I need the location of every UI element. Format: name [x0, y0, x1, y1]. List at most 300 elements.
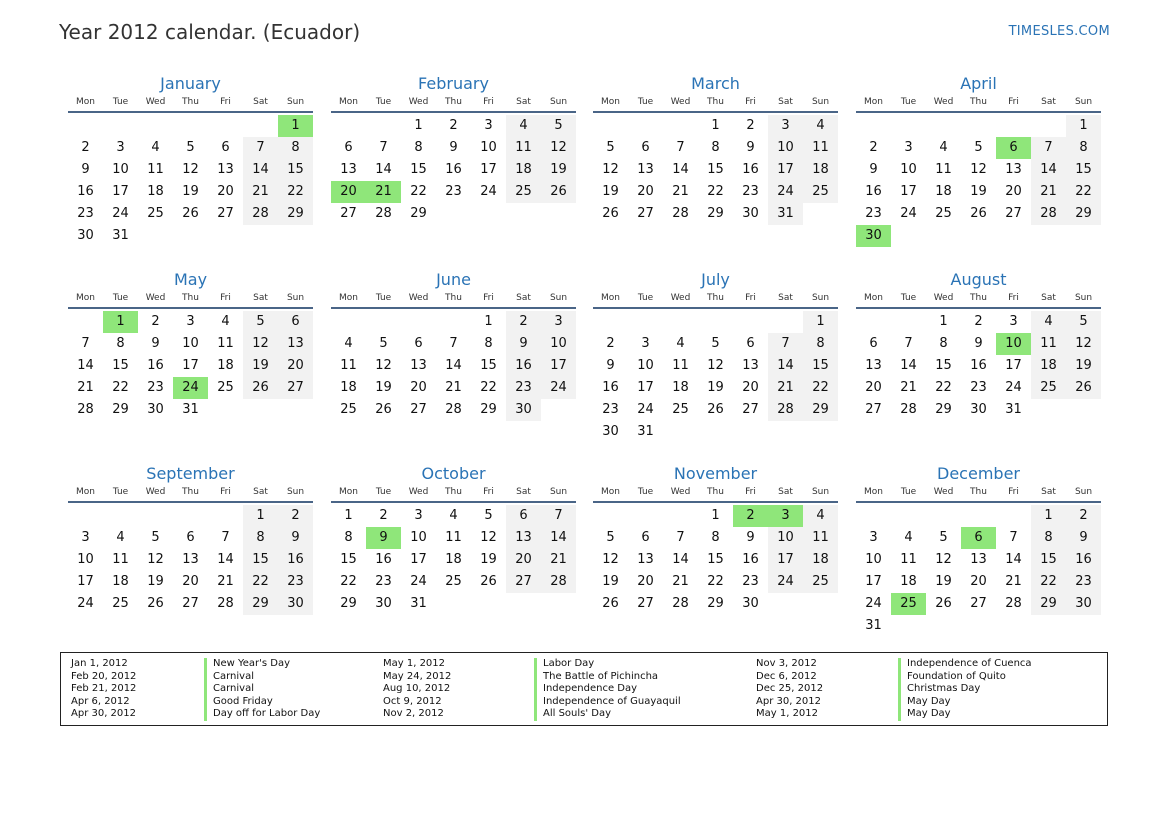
day-cell: 6 — [186, 530, 195, 545]
day-cell: 28 — [445, 402, 462, 417]
day-cell: 7 — [81, 336, 90, 351]
day-cell: 1 — [1031, 505, 1066, 527]
day-cell: 21 — [1005, 574, 1022, 589]
holiday-name: Independence Day — [534, 683, 637, 696]
day-cell: 13 — [637, 552, 654, 567]
weekday-label: Tue — [637, 487, 654, 497]
day-cell: 17 — [900, 184, 917, 199]
day-cell: 1 — [484, 314, 493, 329]
day-cell: 15 — [340, 552, 357, 567]
weekday-label: Wed — [933, 97, 954, 107]
weekday-label: Fri — [1008, 487, 1019, 497]
week-row — [856, 137, 1101, 159]
day-cell: 16 — [1066, 549, 1101, 571]
day-cell: 9 — [81, 162, 90, 177]
day-cell: 15 — [1066, 159, 1101, 181]
day-cell: 4 — [116, 530, 125, 545]
day-cell: 7 — [1009, 530, 1018, 545]
empty-cell — [208, 505, 243, 527]
week-row — [856, 311, 1101, 333]
day-cell: 25 — [1031, 377, 1066, 399]
weekday-label: Mon — [339, 487, 358, 497]
day-cell: 21 — [672, 574, 689, 589]
day-cell: 12 — [970, 162, 987, 177]
empty-cell — [1066, 225, 1101, 247]
weekday-label: Tue — [637, 97, 654, 107]
holiday-date: Apr 6, 2012 — [71, 695, 130, 707]
day-cell: 13 — [1005, 162, 1022, 177]
day-cell: 22 — [410, 184, 427, 199]
day-cell: 23 — [602, 402, 619, 417]
day-cell: 26 — [243, 377, 278, 399]
month-april — [856, 73, 1101, 247]
day-cell: 17 — [768, 549, 803, 571]
empty-cell — [663, 505, 698, 527]
day-cell: 14 — [768, 355, 803, 377]
day-cell: 18 — [803, 159, 838, 181]
weekday-label: Wed — [670, 487, 691, 497]
day-cell: 30 — [147, 402, 164, 417]
empty-cell — [926, 505, 961, 527]
holiday-date: May 1, 2012 — [756, 708, 819, 719]
weekday-label: Wed — [145, 97, 166, 107]
week-row — [331, 593, 576, 615]
day-cell: 21 — [672, 184, 689, 199]
day-cell: 5 — [151, 530, 160, 545]
day-cell: 12 — [541, 137, 576, 159]
holiday-day-cell: 9 — [366, 527, 401, 549]
day-cell: 6 — [869, 336, 878, 351]
weekday-label: Sat — [253, 97, 268, 107]
day-cell: 5 — [186, 140, 195, 155]
day-cell: 7 — [379, 140, 388, 155]
day-cell: 23 — [375, 574, 392, 589]
day-cell: 16 — [375, 552, 392, 567]
day-cell: 14 — [541, 527, 576, 549]
day-cell: 8 — [484, 336, 493, 351]
weekday-label: Sat — [778, 293, 793, 303]
month-august — [856, 269, 1101, 421]
empty-cell — [926, 615, 961, 637]
day-cell: 11 — [340, 358, 357, 373]
day-cell: 4 — [803, 115, 838, 137]
month-name: March — [691, 74, 740, 93]
empty-cell — [856, 115, 891, 137]
empty-cell — [278, 399, 313, 421]
empty-cell — [138, 225, 173, 247]
day-cell: 21 — [445, 380, 462, 395]
day-cell: 30 — [77, 228, 94, 243]
day-cell: 20 — [182, 574, 199, 589]
weekday-label: Sat — [1041, 293, 1056, 303]
week-row — [593, 421, 838, 443]
weekday-label: Mon — [601, 487, 620, 497]
day-cell: 6 — [506, 505, 541, 527]
day-cell: 26 — [970, 206, 987, 221]
day-cell: 6 — [641, 530, 650, 545]
weekday-label: Tue — [900, 293, 917, 303]
weekday-label: Sun — [549, 487, 568, 497]
day-cell: 10 — [541, 333, 576, 355]
week-row — [856, 527, 1101, 549]
empty-cell — [768, 421, 803, 443]
day-cell: 26 — [182, 206, 199, 221]
day-cell: 10 — [182, 336, 199, 351]
day-cell: 2 — [974, 314, 983, 329]
day-cell: 12 — [182, 162, 199, 177]
week-row — [593, 505, 838, 527]
weekday-label: Sat — [778, 97, 793, 107]
day-cell: 4 — [904, 530, 913, 545]
month-january — [68, 73, 313, 247]
weekday-label: Sat — [516, 97, 531, 107]
day-cell: 18 — [112, 574, 129, 589]
empty-cell — [926, 115, 961, 137]
day-cell: 4 — [676, 336, 685, 351]
day-cell: 19 — [1066, 355, 1101, 377]
day-cell: 29 — [410, 206, 427, 221]
weekday-label: Mon — [601, 293, 620, 303]
day-cell: 6 — [221, 140, 230, 155]
day-cell: 14 — [900, 358, 917, 373]
day-cell: 14 — [375, 162, 392, 177]
day-cell: 24 — [1005, 380, 1022, 395]
empty-cell — [926, 225, 961, 247]
empty-cell — [803, 203, 838, 225]
holiday-name: Independence of Cuenca — [898, 658, 1032, 671]
day-cell: 9 — [746, 530, 755, 545]
day-cell: 20 — [506, 549, 541, 571]
month-name: April — [960, 74, 997, 93]
day-cell: 29 — [340, 596, 357, 611]
holiday-day-cell: 6 — [996, 137, 1031, 159]
day-cell: 19 — [602, 574, 619, 589]
day-cell: 8 — [1031, 527, 1066, 549]
day-cell: 12 — [375, 358, 392, 373]
day-cell: 18 — [340, 380, 357, 395]
weekday-label: Fri — [1008, 293, 1019, 303]
day-cell: 1 — [939, 314, 948, 329]
day-cell: 24 — [637, 402, 654, 417]
weekday-label: Mon — [601, 97, 620, 107]
day-cell: 15 — [243, 549, 278, 571]
holiday-day-cell: 1 — [278, 115, 313, 137]
day-cell: 12 — [935, 552, 952, 567]
week-row — [593, 333, 838, 355]
day-cell: 19 — [243, 355, 278, 377]
day-cell: 8 — [116, 336, 125, 351]
day-cell: 5 — [484, 508, 493, 523]
day-cell: 3 — [186, 314, 195, 329]
day-cell: 26 — [602, 596, 619, 611]
weekday-label: Sun — [1074, 97, 1093, 107]
day-cell: 31 — [410, 596, 427, 611]
empty-cell — [1031, 115, 1066, 137]
day-cell: 7 — [768, 333, 803, 355]
week-row — [593, 181, 838, 203]
weekday-label: Thu — [970, 97, 987, 107]
empty-cell — [173, 115, 208, 137]
empty-cell — [138, 115, 173, 137]
month-june — [331, 269, 576, 421]
day-cell: 2 — [379, 508, 388, 523]
day-cell: 3 — [81, 530, 90, 545]
month-february — [331, 73, 576, 225]
day-cell: 27 — [217, 206, 234, 221]
day-cell: 14 — [672, 552, 689, 567]
day-cell: 23 — [77, 206, 94, 221]
day-cell: 21 — [900, 380, 917, 395]
day-cell: 21 — [243, 181, 278, 203]
day-cell: 28 — [768, 399, 803, 421]
day-cell: 24 — [768, 181, 803, 203]
weekday-label: Thu — [970, 487, 987, 497]
day-cell: 5 — [606, 530, 615, 545]
weekday-label: Sun — [1074, 293, 1093, 303]
holiday-date: Aug 10, 2012 — [383, 683, 451, 694]
week-row — [68, 225, 313, 247]
day-cell: 24 — [77, 596, 94, 611]
empty-cell — [103, 505, 138, 527]
day-cell: 12 — [707, 358, 724, 373]
day-cell: 26 — [935, 596, 952, 611]
empty-cell — [961, 615, 996, 637]
day-cell: 1 — [344, 508, 353, 523]
empty-cell — [628, 505, 663, 527]
day-cell: 1 — [1066, 115, 1101, 137]
weekday-header — [856, 293, 1101, 309]
empty-cell — [996, 615, 1031, 637]
empty-cell — [1031, 399, 1066, 421]
holiday-date: Dec 6, 2012 — [756, 670, 817, 682]
empty-cell — [663, 421, 698, 443]
month-name: July — [701, 270, 730, 289]
empty-cell — [471, 203, 506, 225]
weekday-label: Thu — [182, 487, 199, 497]
weekday-label: Thu — [707, 97, 724, 107]
holiday-day-cell: 3 — [768, 505, 803, 527]
week-row — [593, 571, 838, 593]
holiday-date: Dec 25, 2012 — [756, 683, 824, 694]
weekday-label: Fri — [745, 487, 756, 497]
day-cell: 11 — [803, 137, 838, 159]
empty-cell — [278, 225, 313, 247]
week-row — [331, 527, 576, 549]
day-cell: 10 — [480, 140, 497, 155]
day-cell: 2 — [1066, 505, 1101, 527]
holiday-day-cell: 30 — [856, 225, 891, 247]
empty-cell — [663, 311, 698, 333]
day-cell: 18 — [935, 184, 952, 199]
day-cell: 30 — [742, 596, 759, 611]
day-cell: 16 — [278, 549, 313, 571]
day-cell: 20 — [278, 355, 313, 377]
day-cell: 14 — [672, 162, 689, 177]
week-row — [331, 505, 576, 527]
day-cell: 5 — [1066, 311, 1101, 333]
weekday-label: Tue — [112, 293, 129, 303]
empty-cell — [541, 399, 576, 421]
empty-cell — [1031, 225, 1066, 247]
day-cell: 19 — [375, 380, 392, 395]
day-cell: 4 — [939, 140, 948, 155]
weekday-label: Sun — [1074, 487, 1093, 497]
day-cell: 2 — [606, 336, 615, 351]
empty-cell — [366, 311, 401, 333]
empty-cell — [996, 505, 1031, 527]
holiday-day-cell: 24 — [173, 377, 208, 399]
week-row — [593, 527, 838, 549]
weekday-label: Fri — [483, 487, 494, 497]
weekday-header — [593, 293, 838, 309]
empty-cell — [331, 311, 366, 333]
day-cell: 22 — [1066, 181, 1101, 203]
weekday-label: Sat — [516, 293, 531, 303]
weekday-header — [856, 97, 1101, 113]
day-cell: 13 — [182, 552, 199, 567]
day-cell: 15 — [803, 355, 838, 377]
weekday-header — [331, 97, 576, 113]
day-cell: 11 — [900, 552, 917, 567]
week-row — [593, 355, 838, 377]
day-cell: 11 — [147, 162, 164, 177]
holiday-name: Labor Day — [534, 658, 594, 671]
week-row — [68, 593, 313, 615]
week-row — [856, 181, 1101, 203]
day-cell: 21 — [768, 377, 803, 399]
day-cell: 3 — [484, 118, 493, 133]
day-cell: 15 — [935, 358, 952, 373]
day-cell: 24 — [768, 571, 803, 593]
empty-cell — [436, 311, 471, 333]
day-cell: 31 — [1005, 402, 1022, 417]
day-cell: 18 — [900, 574, 917, 589]
holiday-name: Good Friday — [204, 696, 273, 709]
day-cell: 9 — [151, 336, 160, 351]
week-row — [856, 203, 1101, 225]
day-cell: 8 — [711, 140, 720, 155]
day-cell: 9 — [746, 140, 755, 155]
weekday-label: Sun — [286, 293, 305, 303]
day-cell: 17 — [410, 552, 427, 567]
day-cell: 4 — [1031, 311, 1066, 333]
week-row — [331, 115, 576, 137]
week-row — [331, 399, 576, 421]
month-march — [593, 73, 838, 225]
weekday-label: Thu — [445, 487, 462, 497]
holiday-date: Feb 21, 2012 — [71, 683, 137, 694]
day-cell: 29 — [480, 402, 497, 417]
day-cell: 22 — [278, 181, 313, 203]
holiday-day-cell: 21 — [366, 181, 401, 203]
day-cell: 4 — [221, 314, 230, 329]
weekday-label: Sun — [549, 293, 568, 303]
weekday-label: Thu — [707, 487, 724, 497]
day-cell: 10 — [768, 137, 803, 159]
day-cell: 5 — [606, 140, 615, 155]
day-cell: 15 — [1031, 549, 1066, 571]
day-cell: 8 — [243, 527, 278, 549]
day-cell: 12 — [480, 530, 497, 545]
empty-cell — [138, 505, 173, 527]
holiday-name: May Day — [898, 708, 951, 721]
day-cell: 17 — [480, 162, 497, 177]
weekday-label: Wed — [408, 293, 429, 303]
empty-cell — [1066, 615, 1101, 637]
day-cell: 6 — [278, 311, 313, 333]
day-cell: 23 — [506, 377, 541, 399]
week-row — [856, 399, 1101, 421]
empty-cell — [856, 505, 891, 527]
empty-cell — [891, 115, 926, 137]
month-name: June — [436, 270, 471, 289]
week-row — [68, 377, 313, 399]
weekday-label: Tue — [375, 487, 392, 497]
day-cell: 29 — [1031, 593, 1066, 615]
day-cell: 27 — [865, 402, 882, 417]
month-name: January — [160, 74, 221, 93]
day-cell: 11 — [935, 162, 952, 177]
week-row — [68, 137, 313, 159]
day-cell: 28 — [243, 203, 278, 225]
weekday-label: Sat — [253, 487, 268, 497]
holiday-date: Oct 9, 2012 — [383, 695, 442, 707]
empty-cell — [663, 115, 698, 137]
month-november — [593, 463, 838, 615]
month-name: September — [146, 464, 235, 483]
day-cell: 3 — [768, 115, 803, 137]
day-cell: 10 — [410, 530, 427, 545]
weekday-label: Sat — [778, 487, 793, 497]
empty-cell — [891, 615, 926, 637]
day-cell: 11 — [506, 137, 541, 159]
day-cell: 3 — [541, 311, 576, 333]
day-cell: 7 — [541, 505, 576, 527]
day-cell: 17 — [112, 184, 129, 199]
day-cell: 7 — [243, 137, 278, 159]
day-cell: 30 — [970, 402, 987, 417]
day-cell: 13 — [637, 162, 654, 177]
day-cell: 12 — [1066, 333, 1101, 355]
day-cell: 29 — [707, 596, 724, 611]
holiday-list — [60, 652, 1108, 726]
month-september — [68, 463, 313, 615]
day-cell: 15 — [707, 162, 724, 177]
empty-cell — [68, 311, 103, 333]
weekday-label: Wed — [145, 487, 166, 497]
day-cell: 8 — [344, 530, 353, 545]
brand-link[interactable]: TIMESLES.COM — [1008, 24, 1110, 39]
weekday-label: Tue — [900, 487, 917, 497]
day-cell: 30 — [742, 206, 759, 221]
day-cell: 26 — [707, 402, 724, 417]
day-cell: 22 — [480, 380, 497, 395]
day-cell: 27 — [1005, 206, 1022, 221]
day-cell: 20 — [865, 380, 882, 395]
day-cell: 13 — [506, 527, 541, 549]
empty-cell — [891, 505, 926, 527]
weekday-label: Wed — [933, 293, 954, 303]
day-cell: 3 — [414, 508, 423, 523]
day-cell: 11 — [217, 336, 234, 351]
weekday-label: Tue — [112, 97, 129, 107]
day-cell: 3 — [904, 140, 913, 155]
holiday-name: All Souls' Day — [534, 708, 611, 721]
day-cell: 8 — [414, 140, 423, 155]
day-cell: 31 — [182, 402, 199, 417]
month-name: December — [937, 464, 1020, 483]
day-cell: 18 — [445, 552, 462, 567]
